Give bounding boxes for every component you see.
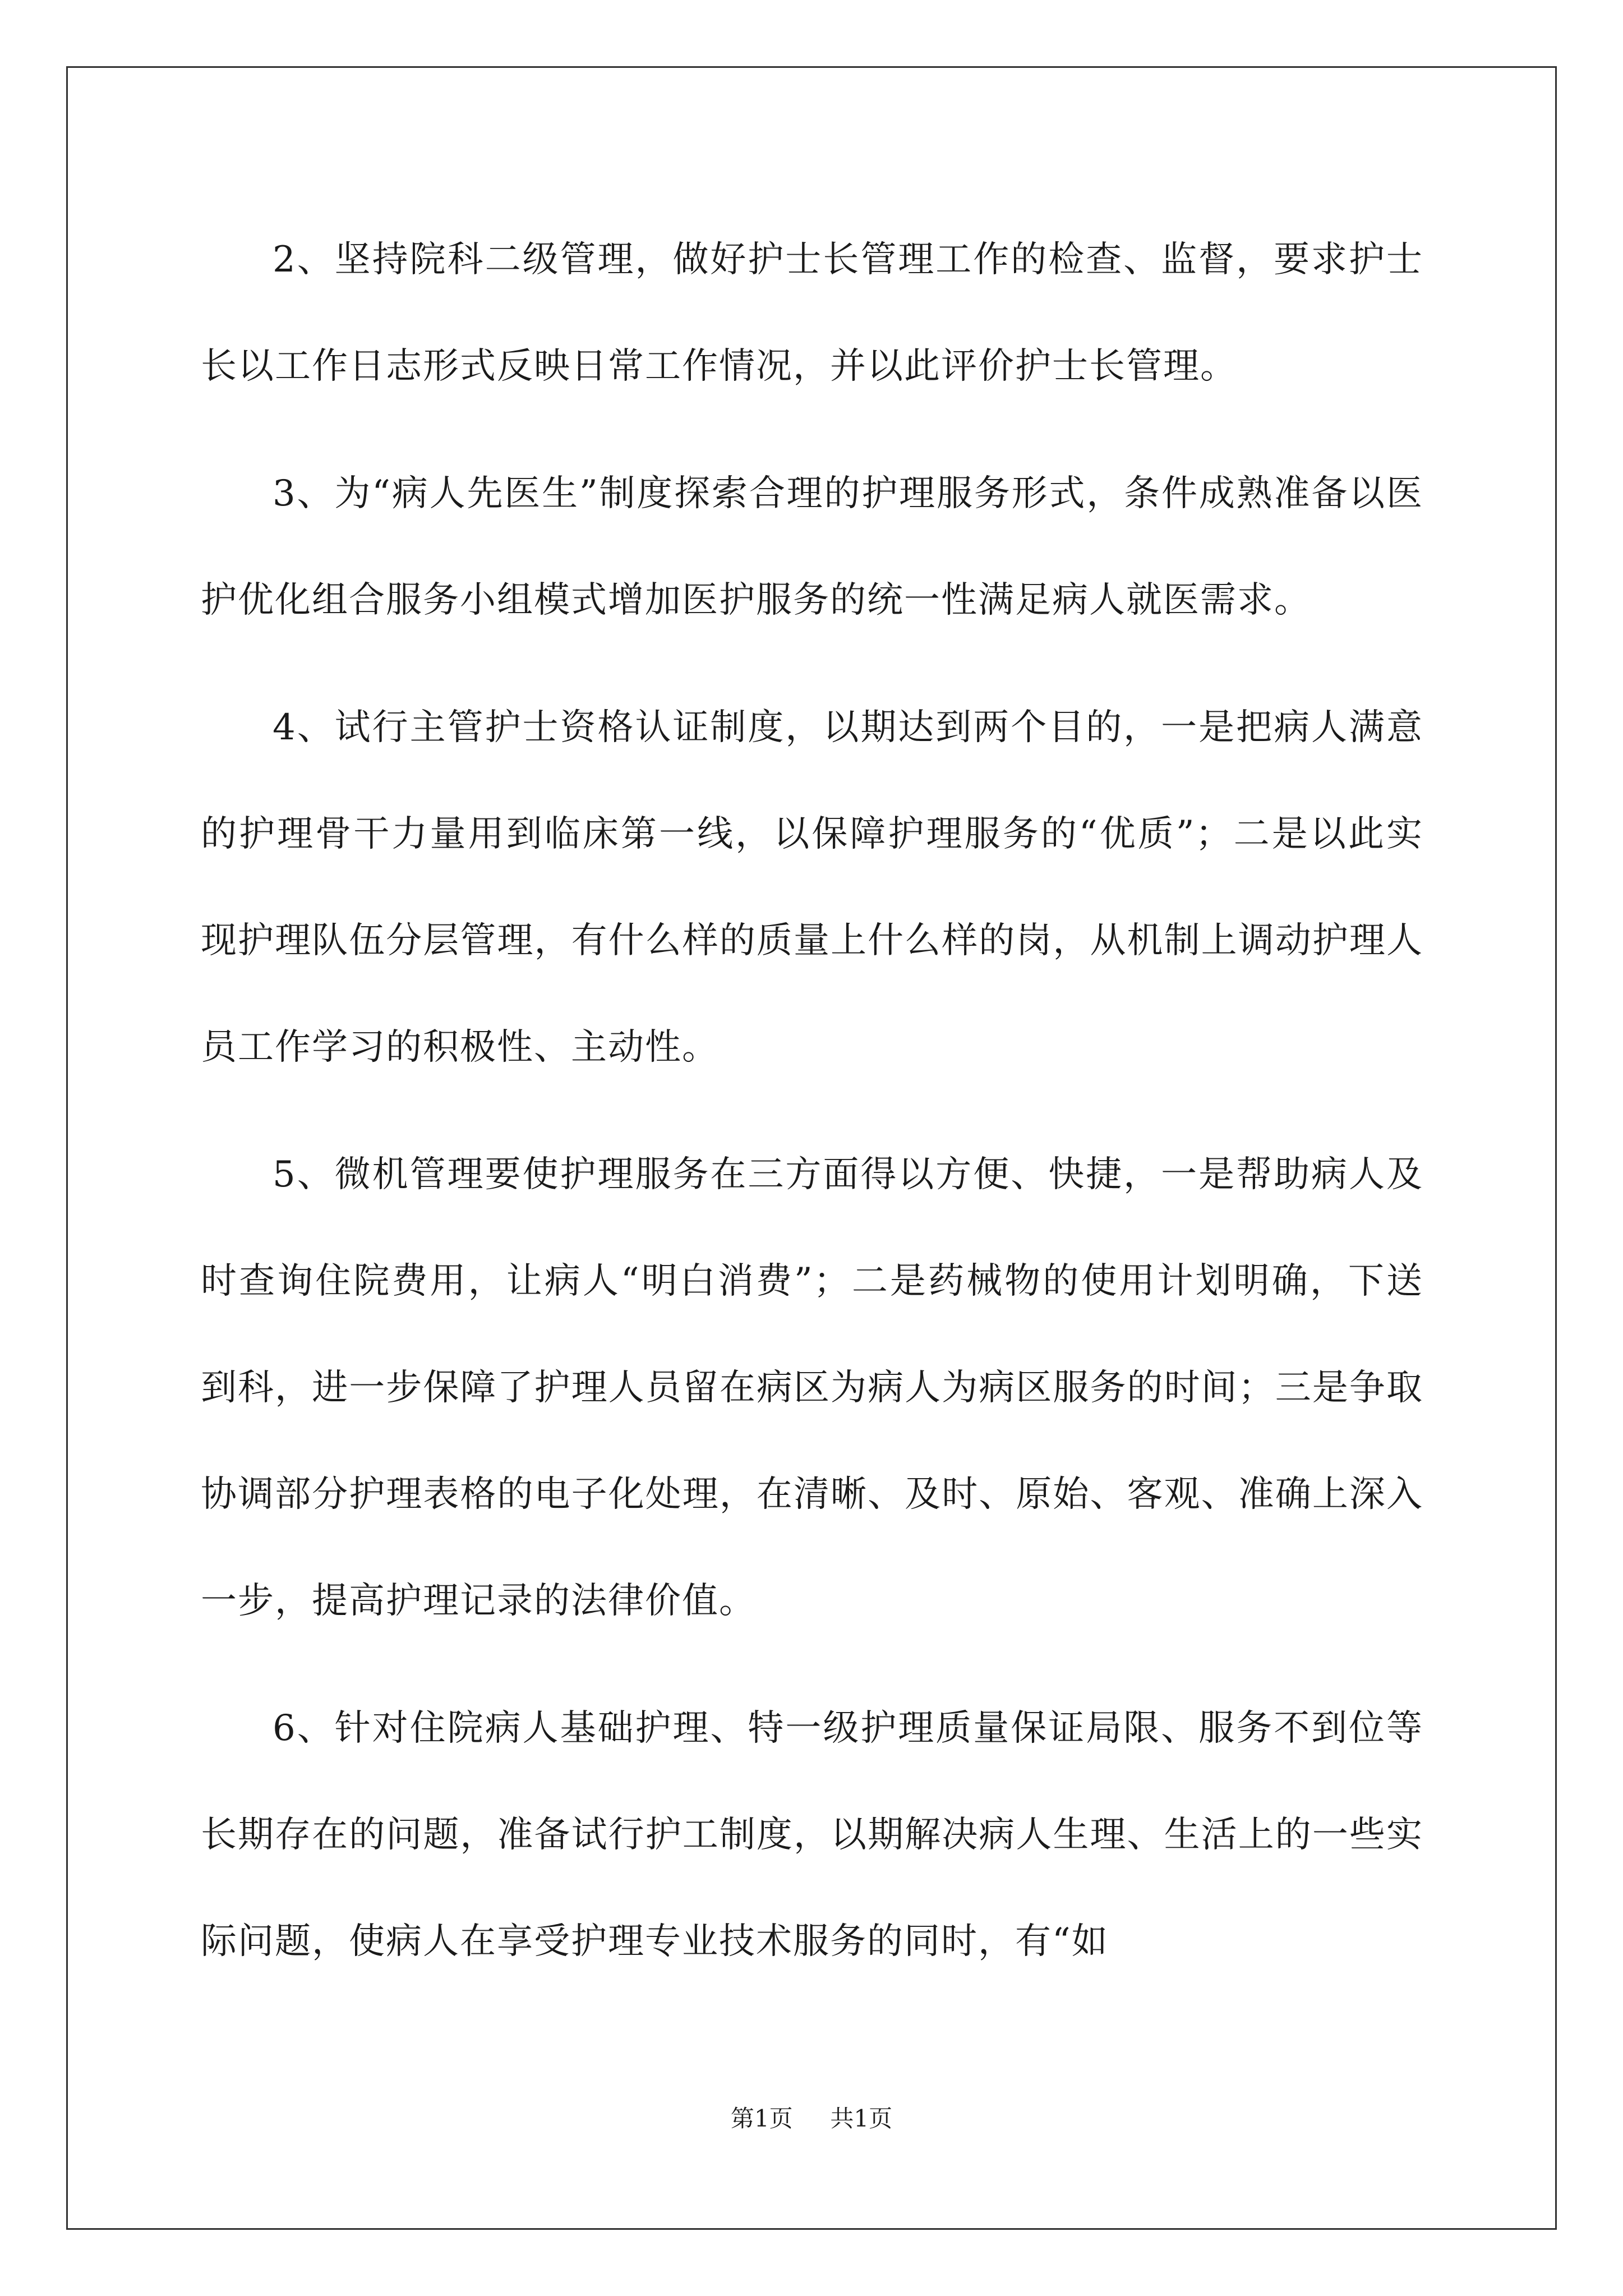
paragraph-3: 3、为“病人先医生”制度探索合理的护理服务形式，条件成熟准备以医护优化组合服务小组模式增加医护服务的统一性满足病人就医需求。	[201, 473, 1423, 621]
paragraph-2: 2、坚持院科二级管理，做好护士长管理工作的检查、监督，要求护士长以工作日志形式反映日常工作情况，并以此评价护士长管理。	[201, 239, 1423, 387]
document-body	[201, 206, 1423, 2016]
paragraph-4: 4、试行主管护士资格认证制度，以期达到两个目的，一是把病人满意的护理骨干力量用到临床第一线，以保障护理服务的“优质”；二是以此实现护理队伍分层管理，有什么样的质量上什么样的岗，从机制上调动护理人员工作学习的积极性、主动性。	[201, 707, 1423, 1068]
paragraph-6: 6、针对住院病人基础护理、特一级护理质量保证局限、服务不到位等长期存在的问题，准备试行护工制度，以期解决病人生理、生活上的一些实际问题，使病人在享受护理专业技术服务的同时，有“如	[201, 1708, 1423, 1962]
page-footer	[0, 2105, 1623, 2133]
paragraph-5: 5、微机管理要使护理服务在三方面得以方便、快捷，一是帮助病人及时查询住院费用，让病人“明白消费”；二是药械物的使用计划明确，下送到科，进一步保障了护理人员留在病区为病人为病区服务的时间；三是争取协调部分护理表格的电子化处理，在清晰、及时、原始、客观、准确上深入一步，提高护理记录的法律价值。	[201, 1154, 1423, 1622]
page-number: 第1页	[730, 2105, 793, 2132]
page-total: 共1页	[830, 2105, 893, 2132]
